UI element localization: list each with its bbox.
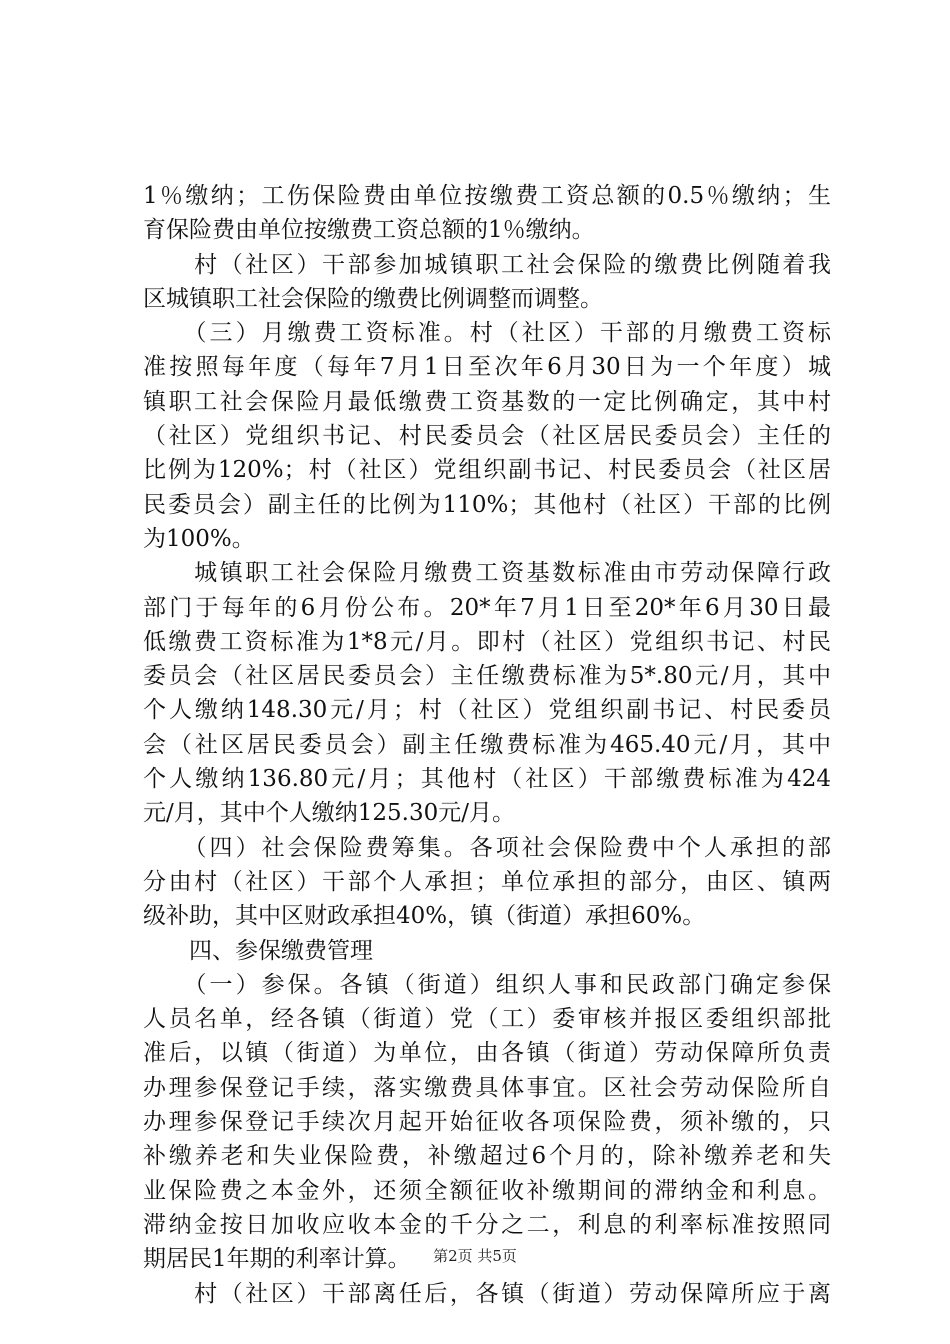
text-line: 个人缴纳148.30元/月；村（社区）党组织副书记、村民委员 — [143, 697, 831, 724]
text-line: 镇职工社会保险月最低缴费工资基数的一定比例确定，其中村 — [143, 388, 831, 415]
text-line: 低缴费工资标准为1*8元/月。即村（社区）党组织书记、村民 — [143, 628, 831, 655]
text-line: 准按照每年度（每年7月1日至次年6月30日为一个年度）城 — [143, 354, 831, 381]
text-line: 委员会（社区居民委员会）主任缴费标准为5*.80元/月，其中 — [143, 663, 831, 690]
text-line: 业保险费之本金外，还须全额征收补缴期间的滞纳金和利息。 — [143, 1177, 831, 1204]
text-line: 1％缴纳；工伤保险费由单位按缴费工资总额的0.5％缴纳；生 — [143, 183, 831, 209]
text-line: 为100%。 — [143, 525, 255, 552]
text-line: 滞纳金按日加收应收本金的千分之二，利息的利率标准按照同 — [143, 1211, 831, 1238]
text-line: 村（社区）干部参加城镇职工社会保险的缴费比例随着我 — [143, 251, 831, 278]
text-line: 会（社区居民委员会）副主任缴费标准为465.40元/月，其中 — [143, 731, 831, 758]
text-line: 部门于每年的6月份公布。20*年7月1日至20*年6月30日最 — [143, 594, 831, 621]
document-body — [143, 179, 831, 1311]
page-footer: 第2页 共5页 — [433, 1247, 517, 1265]
text-line: 个人缴纳136.80元/月；其他村（社区）干部缴费标准为424 — [143, 766, 831, 793]
text-line: （社区）党组织书记、村民委员会（社区居民委员会）主任的 — [143, 423, 831, 450]
text-line: （四）社会保险费筹集。各项社会保险费中个人承担的部 — [143, 834, 831, 861]
text-line: 城镇职工社会保险月缴费工资基数标准由市劳动保障行政 — [143, 560, 831, 587]
text-line: 准后，以镇（街道）为单位，由各镇（街道）劳动保障所负责 — [143, 1040, 831, 1067]
text-line: 人员名单，经各镇（街道）党（工）委审核并报区委组织部批 — [143, 1006, 831, 1033]
text-line: 民委员会）副主任的比例为110%；其他村（社区）干部的比例 — [143, 491, 831, 518]
text-line: 村（社区）干部离任后，各镇（街道）劳动保障所应于离 — [143, 1280, 831, 1307]
text-line: 办理参保登记手续，落实缴费具体事宜。区社会劳动保险所自 — [143, 1074, 831, 1101]
text-line: 办理参保登记手续次月起开始征收各项保险费，须补缴的，只 — [143, 1109, 831, 1136]
section-heading: 四、参保缴费管理 — [143, 937, 373, 964]
text-line: （一）参保。各镇（街道）组织人事和民政部门确定参保 — [143, 971, 831, 998]
text-line: 比例为120%；村（社区）党组织副书记、村民委员会（社区居 — [143, 457, 831, 484]
text-line: 育保险费由单位按缴费工资总额的1％缴纳。 — [143, 217, 595, 244]
text-line: 元/月，其中个人缴纳125.30元/月。 — [143, 800, 515, 827]
text-line: 期居民1年期的利率计算。 — [143, 1246, 411, 1273]
text-line: 级补助，其中区财政承担40%，镇（街道）承担60%。 — [143, 903, 706, 930]
text-line: 区城镇职工社会保险的缴费比例调整而调整。 — [143, 285, 603, 312]
text-line: 补缴养老和失业保险费，补缴超过6个月的，除补缴养老和失 — [143, 1143, 831, 1170]
text-line: （三）月缴费工资标准。村（社区）干部的月缴费工资标 — [143, 320, 831, 347]
text-line: 分由村（社区）干部个人承担；单位承担的部分，由区、镇两 — [143, 868, 831, 895]
